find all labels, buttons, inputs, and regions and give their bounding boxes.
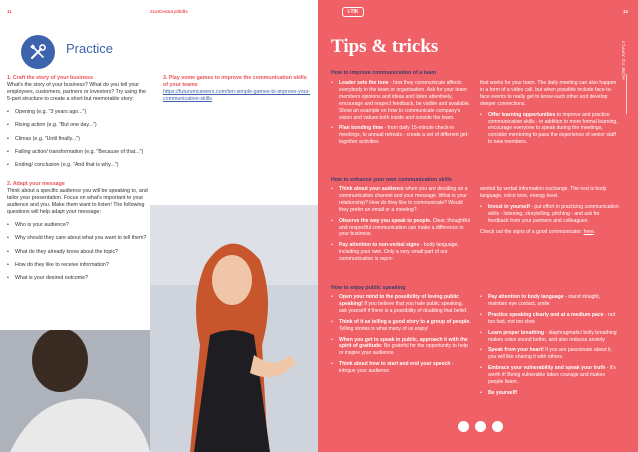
section-2-right: [480, 186, 620, 235]
list-item: • What do they already know about the topic?: [7, 249, 152, 256]
list-item: • Climax (e.g. "Until finally..."): [7, 136, 152, 143]
step-2-text: Think about a specific audience you will be speaking to, and tailor your presentation. Focus on what's important to your audience and you. Make them want to listen! The following questions will help adapt your message:: [7, 187, 148, 216]
section-1-left: [331, 80, 471, 150]
list-item: • Offer learning opportunities to improve and practice communication skills - in addition to more formal learning, encourage everyone to speak during the meetings, consider mentoring to pass the experience of senior staff to new members.: [480, 112, 620, 147]
section-2-left: [331, 186, 471, 267]
list-item: • Invest in yourself - put effort in practicing communication skills - listening, storytelling, pitching - and ask for feedback from your partners and colleagues.: [480, 204, 620, 225]
right-page: [318, 0, 638, 452]
tools-icon: [21, 35, 55, 69]
page-number-right: 12: [622, 9, 628, 14]
list-item: • Think about how to start and end your speech - intrigue your audience: [331, 361, 471, 375]
dot: [458, 421, 469, 432]
section-1-continued: that works for your team. The daily meeting can also happen in a form of a video call, but when possible include face-to-face events to really get to know each other and develop deeper connections.: [480, 80, 617, 107]
story-structure-list: [7, 109, 152, 168]
list-item: • Ending/ conclusion (e.g. "And that is why..."): [7, 162, 152, 169]
practice-column-1: [7, 75, 152, 282]
list-item: • Observe the way you speak to people. Clear, thoughtful and respectful communication can make a difference in your business.: [331, 218, 471, 239]
games-link[interactable]: https://futurumcareers.com/ten-simple-games-to-improve-your-communication-skills: [163, 89, 311, 103]
here-link[interactable]: here: [583, 228, 594, 235]
list-item: • Why should they care about what you want to tell them?: [7, 235, 152, 242]
list-item: • Plan bonding time - from daily 15-minute check-in meetings, to annual retreats - create a set of different get-together activities: [331, 125, 471, 146]
list-item: • Practice speaking clearly and at a medium pace - not too fast, not too slow: [480, 312, 620, 326]
running-head: 21stCenturySkills: [150, 9, 188, 14]
decorative-dots: [458, 421, 503, 432]
practice-column-2: [163, 75, 311, 103]
step-1-text: What's the story of your business? What do you tell your employees, customers, partners or investors? Try using the 5-part structure to create a short but memorable story:: [7, 82, 146, 103]
list-item: • Opening (e.g. "3 years ago..."): [7, 109, 152, 116]
list-item: • Leader sets the tone - how they communicate affects everybody in the team or organisation. Ask for your team members opinions and ideas and listen attentively, encourage and respect feedback, be visible and available. Show an example on how to communicate company's vision and values both inside and outside the team.: [331, 80, 471, 121]
questions-list: [7, 222, 152, 281]
step-1-heading: 1. Craft the story of your business: [7, 75, 93, 81]
list-item: • Rising action (e.g. "But one day..."): [7, 122, 152, 129]
audience-photo: [0, 330, 150, 452]
list-item: • Falling action/ transformation (e.g. "Because of that..."): [7, 149, 152, 156]
list-item: • Pay attention to body language - stand straight, maintain eye contact, smile: [480, 294, 620, 308]
list-item: • Embrace your vulnerability and speak your truth - it's worth it! Being vulnerable takes courage and makes people listen.: [480, 365, 620, 386]
side-tab: HOW TO APPLY: [621, 40, 626, 80]
list-item: • Speak from your heart! If you are passionate about it, you will like sharing it with others.: [480, 347, 620, 361]
list-item: • What is your desired outcome?: [7, 275, 152, 282]
side-divider: [626, 74, 627, 114]
good-communicator-note: Check out the signs of a good communicator: here.: [480, 228, 596, 235]
section-title: Practice: [66, 41, 113, 56]
step-3-heading: 3. Play some games to improve the communication skills of your teams: [163, 75, 307, 89]
list-item: • Be yourself!: [480, 390, 620, 397]
step-2-heading: 2. Adapt your message: [7, 180, 65, 187]
dot: [492, 421, 503, 432]
section-3-heading: How to enjoy public speaking: [331, 285, 406, 291]
list-item: • Think of it as telling a good story to a group of people. Telling stories is what many of us enjoy!: [331, 319, 471, 333]
left-page: [0, 0, 318, 452]
section-1-heading: How to improve communication of a team: [331, 70, 437, 76]
section-3-left: [331, 294, 471, 379]
page-number-left: 11: [7, 9, 12, 14]
list-item: • Think about your audience when you are deciding on a communication channel and your message. What is your relationship? How do they like to communicate? Would they prefer an email or a meeting?: [331, 186, 471, 214]
list-item: • Open your mind to the possibility of loving public speaking! If you believe that you hate public speaking, ask yourself if there is a possibility of doubting that belief.: [331, 294, 471, 315]
page-title: Tips & tricks: [331, 36, 439, 57]
dot: [475, 421, 486, 432]
brand-logo: i‑TIK: [342, 7, 364, 17]
section-2-heading: How to enhance your own communication skills: [331, 177, 452, 183]
speaker-photo: [150, 205, 318, 452]
section-2-continued: sented by verbal information exchange. The rest is body language, voice tone, energy level.: [480, 186, 607, 199]
list-item: • Who is your audience?: [7, 222, 152, 229]
section-1-right: [480, 80, 620, 150]
list-item: • When you get to speak in public, approach it with the spirit of gratitude: Be grateful for the opportunity to help or inspire your audience.: [331, 337, 471, 358]
list-item: • Learn proper breathing - diaphragmatic/ belly breathing makes voice sound better, and also reduces anxiety: [480, 330, 620, 344]
list-item: • Pay attention to non-verbal signs - body language, including your own. Only a very small part of our communication is repre-: [331, 242, 471, 263]
list-item: • How do they like to receive information?: [7, 262, 152, 269]
section-3-right: [480, 294, 620, 401]
